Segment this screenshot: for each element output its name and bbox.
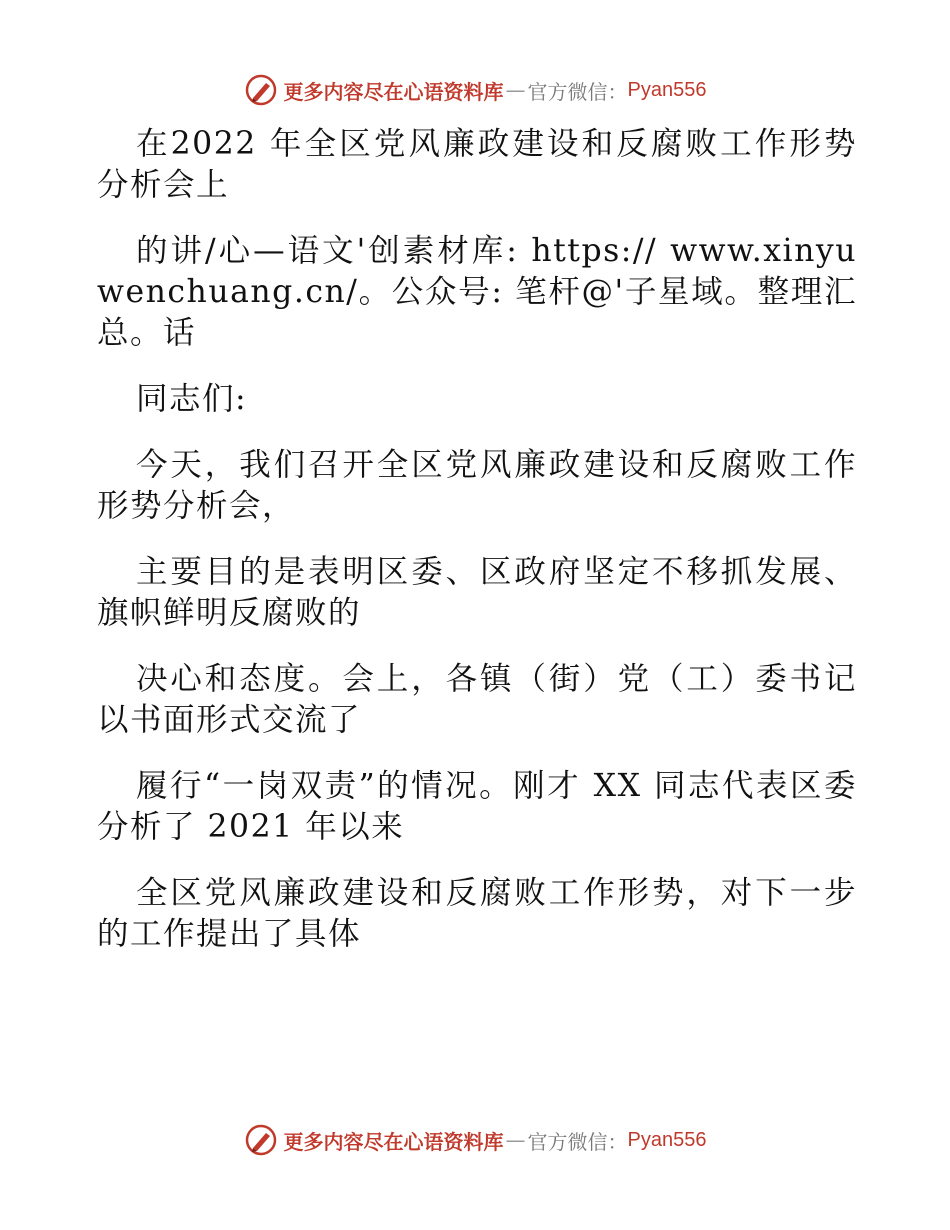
paragraph: 决心和态度。会上，各镇（街）党（工）委书记以书面形式交流了 bbox=[97, 661, 857, 738]
paragraph-source-note: 的讲/心—语文'创素材库: https:// www.xinyuwenchuang.cn/。公众号: 笔杆@'子星域。整理汇总。话 bbox=[97, 233, 857, 351]
paragraph: 今天，我们召开全区党风廉政建设和反腐败工作形势分析会， bbox=[97, 447, 857, 524]
paragraph: 全区党风廉政建设和反腐败工作形势，对下一步的工作提出了具体 bbox=[97, 875, 857, 952]
banner-wechat-label: 官方微信： bbox=[527, 79, 628, 104]
document-body bbox=[97, 124, 857, 980]
paragraph: 主要目的是表明区委、区政府坚定不移抓发展、旗帜鲜明反腐败的 bbox=[97, 554, 857, 631]
header-banner bbox=[0, 70, 950, 110]
banner-site-text: 更多内容尽在心语资料库 bbox=[283, 1129, 504, 1154]
footer-banner bbox=[0, 1120, 950, 1160]
banner-site-text: 更多内容尽在心语资料库 bbox=[283, 79, 504, 104]
banner-dash: — bbox=[505, 78, 526, 102]
banner-wechat-id: Pyan556 bbox=[627, 78, 707, 101]
paragraph-greeting: 同志们: bbox=[136, 381, 248, 417]
pen-logo-icon bbox=[244, 73, 278, 107]
paragraph-title: 在2022 年全区党风廉政建设和反腐败工作形势分析会上 bbox=[97, 126, 857, 203]
banner-wechat-label: 官方微信： bbox=[527, 1129, 628, 1154]
banner-dash: — bbox=[505, 1128, 526, 1152]
pen-logo-icon bbox=[244, 1123, 278, 1157]
paragraph: 履行“一岗双责”的情况。刚才 XX 同志代表区委分析了 2021 年以来 bbox=[97, 768, 857, 845]
banner-wechat-id: Pyan556 bbox=[627, 1128, 707, 1151]
